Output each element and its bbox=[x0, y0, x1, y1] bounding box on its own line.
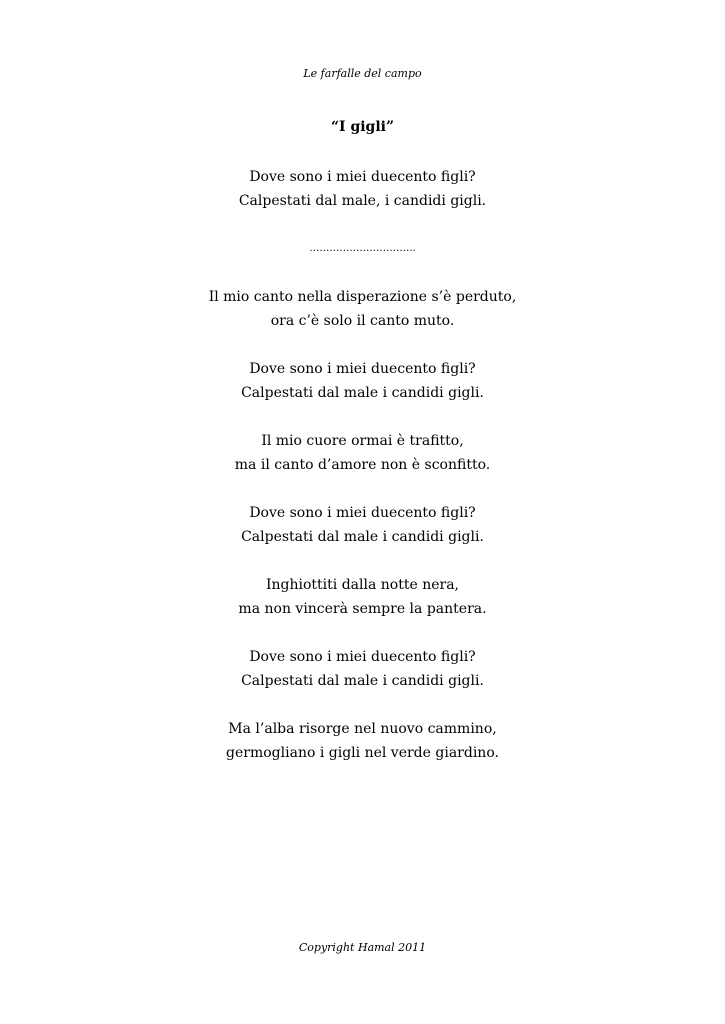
stanza bbox=[0, 165, 725, 213]
stanza bbox=[0, 717, 725, 765]
stanza bbox=[0, 573, 725, 621]
stanza bbox=[0, 645, 725, 693]
poem-line: Calpestati dal male i candidi gigli. bbox=[241, 529, 484, 545]
poem-line: Dove sono i miei duecento figli? bbox=[249, 649, 476, 665]
stanza bbox=[0, 285, 725, 333]
poem-line: Calpestati dal male i candidi gigli. bbox=[241, 673, 484, 689]
poem-line: ma non vincerà sempre la pantera. bbox=[238, 601, 487, 617]
poem-line: Il mio canto nella disperazione s’è perduto, bbox=[208, 289, 517, 305]
poem-line: Calpestati dal male i candidi gigli. bbox=[241, 385, 484, 401]
page-footer: Copyright Hamal 2011 bbox=[298, 941, 427, 954]
stanza bbox=[0, 357, 725, 405]
poem-line: Inghiottiti dalla notte nera, bbox=[266, 577, 459, 593]
dotted-divider: ………………………….. bbox=[309, 243, 416, 254]
poem-body bbox=[0, 165, 725, 789]
poem-line: ma il canto d’amore non è sconfitto. bbox=[234, 457, 491, 473]
stanza bbox=[0, 501, 725, 549]
poem-line: Dove sono i miei duecento figli? bbox=[249, 505, 476, 521]
stanza bbox=[0, 429, 725, 477]
poem-title: “I gigli” bbox=[330, 119, 395, 135]
poem-line: Dove sono i miei duecento figli? bbox=[249, 169, 476, 185]
poem-line: ora c’è solo il canto muto. bbox=[270, 313, 455, 329]
poem-line: germogliano i gigli nel verde giardino. bbox=[226, 745, 499, 761]
poem-line: Calpestati dal male, i candidi gigli. bbox=[238, 193, 487, 209]
page-header: Le farfalle del campo bbox=[303, 67, 422, 80]
poem-line: Ma l’alba risorge nel nuovo cammino, bbox=[228, 721, 497, 737]
poem-line: Il mio cuore ormai è trafitto, bbox=[261, 433, 464, 449]
poem-line: Dove sono i miei duecento figli? bbox=[249, 361, 476, 377]
